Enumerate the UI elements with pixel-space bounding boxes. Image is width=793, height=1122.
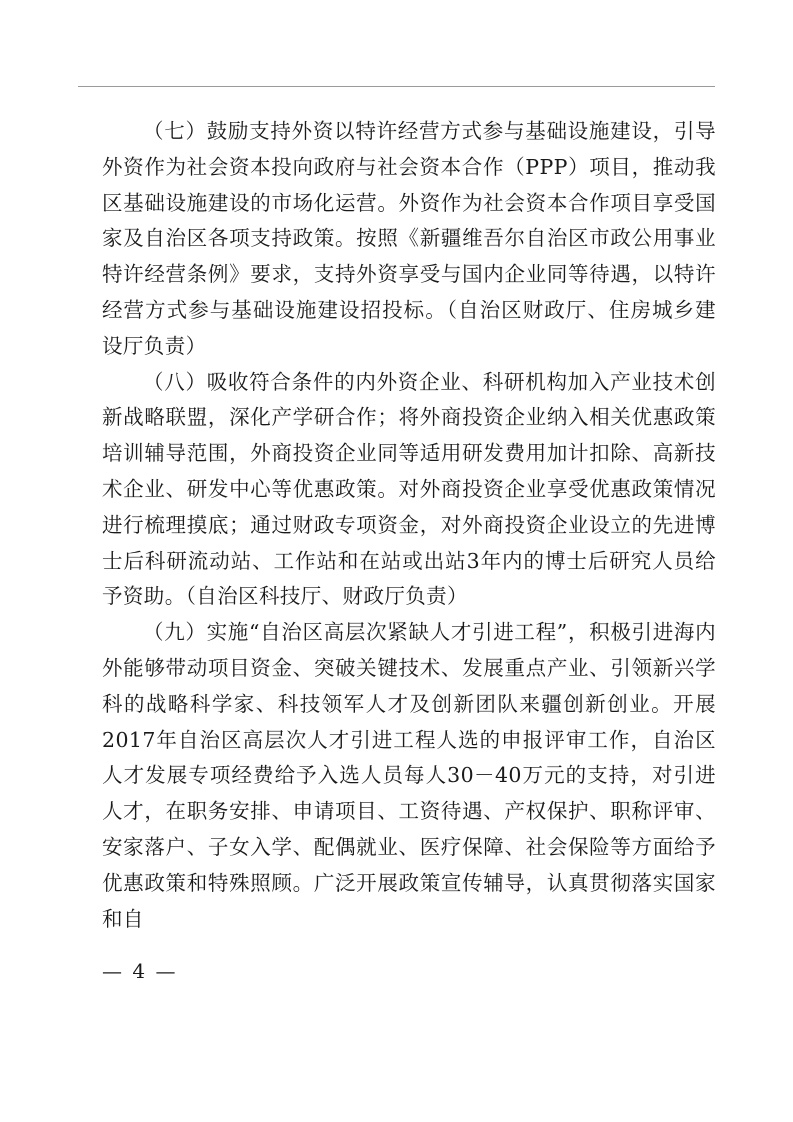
paragraph-7: （七）鼓励支持外资以特许经营方式参与基础设施建设，引导外资作为社会资本投向政府与社会资本合作（PPP）项目，推动我区基础设施建设的市场化运营。外资作为社会资本合作项目享受国家及自治区各项支持政策。按照《新疆维吾尔自治区市政公用事业特许经营条例》要求，支持外资享受与国内企业同等待遇，以特许经营方式参与基础设施建设招投标。（自治区财政厅、住房城乡建设厅负责）	[102, 119, 716, 358]
paragraph-9: （九）实施“自治区高层次紧缺人才引进工程”，积极引进海内外能够带动项目资金、突破关键技术、发展重点产业、引领新兴学科的战略科学家、科技领军人才及创新团队来疆创新创业。开展2017年自治区高层次人才引进工程人选的申报评审工作，自治区人才发展专项经费给予入选人员每人30－40万元的支持，对引进人才，在职务安排、申请项目、工资待遇、产权保护、职称评审、安家落户、子女入学、配偶就业、医疗保障、社会保险等方面给予优惠政策和特殊照顾。广泛开展政策宣传辅导，认真贯彻落实国家和自	[102, 620, 716, 931]
page-number: — 4 —	[102, 959, 178, 983]
paragraph-8: （八）吸收符合条件的内外资企业、科研机构加入产业技术创新战略联盟，深化产学研合作；将外商投资企业纳入相关优惠政策培训辅导范围，外商投资企业同等适用研发费用加计扣除、高新技术企业、研发中心等优惠政策。对外商投资企业享受优惠政策情况进行梳理摸底；通过财政专项资金，对外商投资企业设立的先进博士后科研流动站、工作站和在站或出站3年内的博士后研究人员给予资助。（自治区科技厅、财政厅负责）	[102, 369, 716, 609]
document-body	[102, 114, 716, 937]
header-rule	[78, 86, 715, 87]
